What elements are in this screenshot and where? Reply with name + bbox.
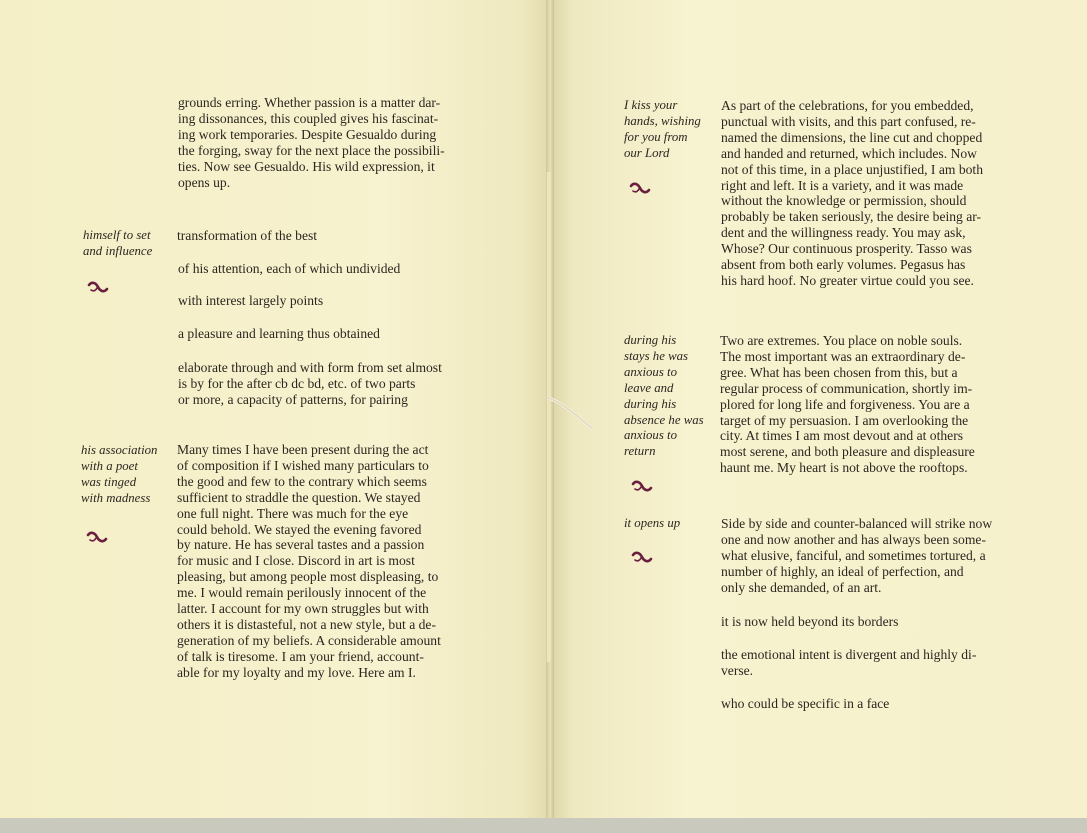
text-line: or more, a capacity of patterns, for pairing (178, 391, 408, 407)
text-line: grounds erring. Whether passion is a matter dar- (178, 95, 441, 110)
margin-line: absence he was (624, 412, 704, 427)
text-line: could behold. We stayed the evening favored (177, 521, 422, 537)
text-line: the good and few to the contrary which seems (177, 473, 427, 489)
text-line: one and now another and has always been some- (721, 531, 986, 547)
text-line: plored for long life and forgiveness. You are a (720, 396, 970, 412)
left-margin-note-1 (83, 228, 152, 260)
text-line: Many times I have been present during the act (177, 442, 429, 457)
text-line: the emotional intent is divergent and highly di- (721, 647, 977, 662)
left-margin-note-2 (81, 443, 157, 507)
margin-line: return (624, 444, 656, 459)
margin-line: hands, wishing (624, 113, 701, 128)
text-line: dent and the willingness ready. You may ask, (721, 225, 966, 241)
text-line: me. I would remain perilously innocent of the (177, 585, 427, 601)
text-line: what elusive, fanciful, and sometimes tortured, a (721, 547, 986, 563)
text-line: transformation of the best (177, 228, 318, 243)
text-line: one full night. There was much for the eye (177, 505, 409, 521)
margin-line: leave and (624, 380, 674, 395)
text-line: by nature. He has several tastes and a passion (177, 537, 425, 553)
swash-flourish-icon (631, 480, 653, 492)
left-paragraph-6 (178, 360, 442, 408)
left-paragraph-1 (178, 95, 445, 190)
right-line-6 (721, 696, 889, 712)
right-paragraph-5 (721, 647, 976, 679)
margin-line: our Lord (624, 145, 670, 160)
text-line: not of this time, in a place unjustified, I am both (721, 161, 984, 177)
right-paragraph-3 (721, 516, 992, 596)
right-paragraph-1 (721, 98, 983, 289)
margin-line: during his (624, 333, 677, 347)
text-line: probably be taken seriously, the desire being ar- (721, 209, 982, 225)
text-line: The most important was an extraordinary de- (720, 348, 966, 364)
text-line: elaborate through and with form from set almost (178, 360, 442, 375)
text-line: named the dimensions, the line cut and chopped (721, 129, 983, 145)
text-line: pleasing, but among people most displeasing, to (177, 569, 439, 585)
margin-line: was tinged (81, 474, 137, 489)
text-line: ing dissonances, this coupled gives his fascinat- (178, 110, 439, 126)
margin-line: stays he was (624, 348, 688, 363)
text-line: generation of my beliefs. A considerable amount (177, 632, 441, 648)
text-line: haunt me. My heart is not above the rooftops. (720, 460, 968, 476)
text-line: is by for the after cb dc bd, etc. of two parts (178, 375, 416, 391)
text-line: Side by side and counter-balanced will strike now (721, 516, 993, 531)
left-line-3 (178, 261, 400, 277)
text-line: sufficient to straddle the question. We stayed (177, 489, 421, 505)
text-line: verse. (721, 662, 754, 678)
text-line: gree. What has been chosen from this, but a (720, 364, 958, 380)
text-line: punctual with visits, and this part confused, re- (721, 113, 976, 129)
margin-line: and influence (83, 243, 153, 258)
right-margin-note-2 (624, 333, 704, 460)
text-line: most serene, and both pleasure and displeasure (720, 444, 975, 460)
margin-line: with a poet (81, 458, 138, 473)
right-paragraph-2 (720, 333, 975, 476)
right-line-4 (721, 614, 898, 630)
left-line-2 (177, 228, 317, 244)
left-line-5 (178, 326, 380, 342)
text-line: it is now held beyond its borders (721, 614, 899, 629)
text-line: right and left. It is a variety, and it was made (721, 177, 964, 193)
text-line: others it is distasteful, not a new style, but a de- (177, 616, 436, 632)
text-line: Two are extremes. You place on noble souls. (720, 333, 963, 348)
margin-line: for you from (624, 129, 688, 144)
text-line: with interest largely points (178, 293, 324, 308)
left-line-4 (178, 293, 323, 309)
text-line: who could be specific in a face (721, 696, 890, 711)
margin-line: it opens up (624, 516, 681, 530)
text-line: of composition if I wished many particulars to (177, 457, 429, 473)
right-margin-note-1 (624, 98, 701, 162)
text-line: the forging, sway for the next place the possibili- (178, 142, 445, 158)
swash-flourish-icon (86, 531, 108, 543)
table-surface (0, 818, 1087, 833)
text-line: of his attention, each of which undivided (178, 261, 401, 276)
margin-line: during his (624, 396, 677, 411)
left-paragraph-7 (177, 442, 441, 681)
text-line: his hard hoof. No greater virtue could you see. (721, 272, 974, 288)
text-line: regular process of communication, shortly im- (720, 380, 973, 396)
text-line: As part of the celebrations, for you embedded, (721, 98, 974, 113)
margin-line: anxious to (624, 364, 677, 379)
margin-line: anxious to (624, 428, 677, 443)
binding-thread (540, 392, 600, 432)
right-margin-note-3 (624, 516, 680, 532)
text-line: able for my loyalty and my love. Here am I. (177, 664, 416, 680)
text-line: for music and I close. Discord in art is most (177, 553, 415, 569)
text-line: opens up. (178, 174, 231, 190)
text-line: number of highly, an ideal of perfection, and (721, 563, 964, 579)
text-line: and handed and returned, which includes. Now (721, 145, 977, 161)
text-line: target of my persuasion. I am overlooking the (720, 412, 969, 428)
margin-line: himself to set (83, 228, 151, 242)
swash-flourish-icon (629, 182, 651, 194)
text-line: ties. Now see Gesualdo. His wild expression, it (178, 158, 435, 174)
text-line: of talk is tiresome. I am your friend, account- (177, 648, 424, 664)
text-line: without the knowledge or permission, should (721, 193, 967, 209)
text-line: latter. I account for my own struggles but with (177, 601, 429, 617)
text-line: absent from both early volumes. Pegasus has (721, 257, 966, 273)
swash-flourish-icon (87, 281, 109, 293)
text-line: city. At times I am most devout and at others (720, 428, 964, 444)
margin-line: I kiss your (624, 98, 678, 112)
text-line: ing work temporaries. Despite Gesualdo during (178, 126, 437, 142)
text-line: only she demanded, of an art. (721, 579, 882, 595)
text-line: Whose? Our continuous prosperity. Tasso was (721, 241, 972, 257)
margin-line: with madness (81, 490, 151, 505)
swash-flourish-icon (631, 551, 653, 563)
text-line: a pleasure and learning thus obtained (178, 326, 380, 341)
margin-line: his association (81, 443, 158, 457)
